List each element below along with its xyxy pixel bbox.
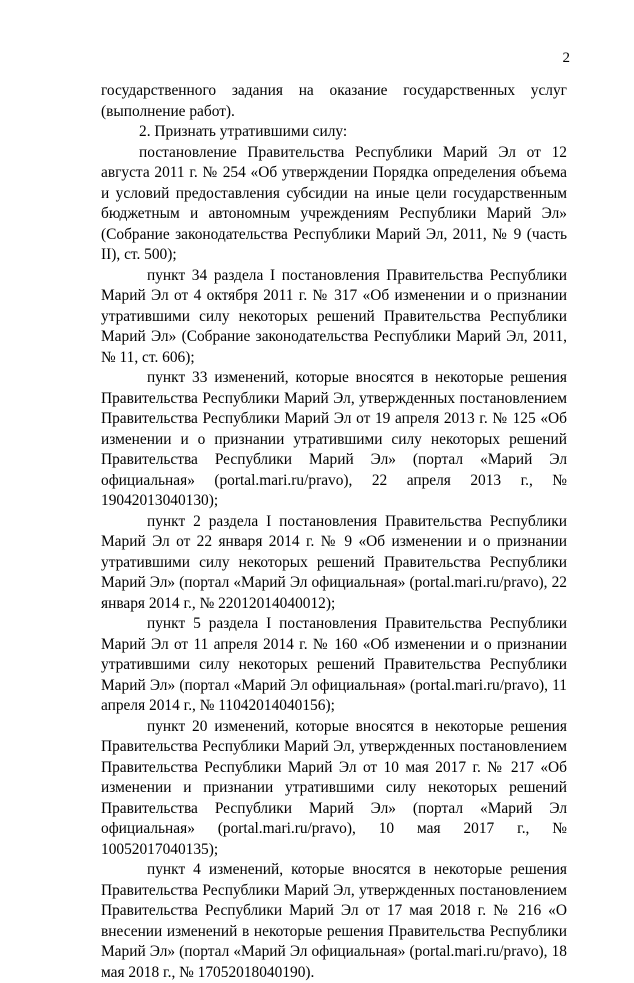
page-number: 2: [562, 50, 570, 66]
document-body: [101, 81, 567, 983]
paragraph-point-5: пункт 5 раздела I постановления Правительства Республики Марий Эл от 11 апреля 2014 г. № 160 «Об изменении и о признании утратившими силу некоторых решений Правительства Республики Марий Эл» (портал «Марий Эл официальная» (portal.mari.ru/pravo), 11 апреля 2014 г., № 11042014040156);: [101, 615, 567, 714]
paragraph-point-2: пункт 2 раздела I постановления Правительства Республики Марий Эл от 22 января 2014 г. № 9 «Об изменении и о признании утратившими силу некоторых решений Правительства Республики Марий Эл» (портал «Марий Эл официальная» (portal.mari.ru/pravo), 22 января 2014 г., № 22012014040012);: [101, 512, 567, 612]
paragraph-continuation: государственного задания на оказание государственных услуг (выполнение работ).: [101, 82, 567, 120]
paragraph-resolution-254: постановление Правительства Республики Марий Эл от 12 августа 2011 г. № 254 «Об утверждении Порядка определения объема и условий предоставления субсидии на иные цели государственным бюджетным и автономным учреждениям Республики Марий Эл» (Собрание законодательства Республики Марий Эл, 2011, № 9 (часть II), ст. 500);: [101, 143, 567, 263]
paragraph-item-2-heading: 2. Признать утратившими силу:: [139, 123, 348, 140]
paragraph-point-20: пункт 20 изменений, которые вносятся в некоторые решения Правительства Республики Марий Эл, утвержденных постановлением Правительства Республики Марий Эл от 10 мая 2017 г. № 217 «Об изменении и признании утратившими силу некоторых решений Правительства Республики Марий Эл» (портал «Марий Эл официальная» (portal.mari.ru/pravo), 10 мая 2017 г., № 10052017040135);: [101, 717, 567, 858]
paragraph-point-33: пункт 33 изменений, которые вносятся в некоторые решения Правительства Республики Марий Эл, утвержденных постановлением Правительства Республики Марий Эл от 19 апреля 2013 г. № 125 «Об изменении и о признании утратившими силу некоторых решений Правительства Республики Марий Эл» (портал «Марий Эл официальная» (portal.mari.ru/pravo), 22 апреля 2013 г., № 19042013040130);: [101, 369, 567, 509]
paragraph-point-34: пункт 34 раздела I постановления Правительства Республики Марий Эл от 4 октября 2011 г. № 317 «Об изменении и о признании утратившими силу некоторых решений Правительства Республики Марий Эл» (Собрание законодательства Республики Марий Эл, 2011, № 11, ст. 606);: [101, 266, 567, 366]
paragraph-point-4: пункт 4 изменений, которые вносятся в некоторые решения Правительства Республики Марий Эл, утвержденных постановлением Правительства Республики Марий Эл от 17 мая 2018 г. № 216 «О внесении изменений в некоторые решения Правительства Республики Марий Эл» (портал «Марий Эл официальная» (portal.mari.ru/pravo), 18 мая 2018 г., № 17052018040190).: [101, 861, 567, 981]
